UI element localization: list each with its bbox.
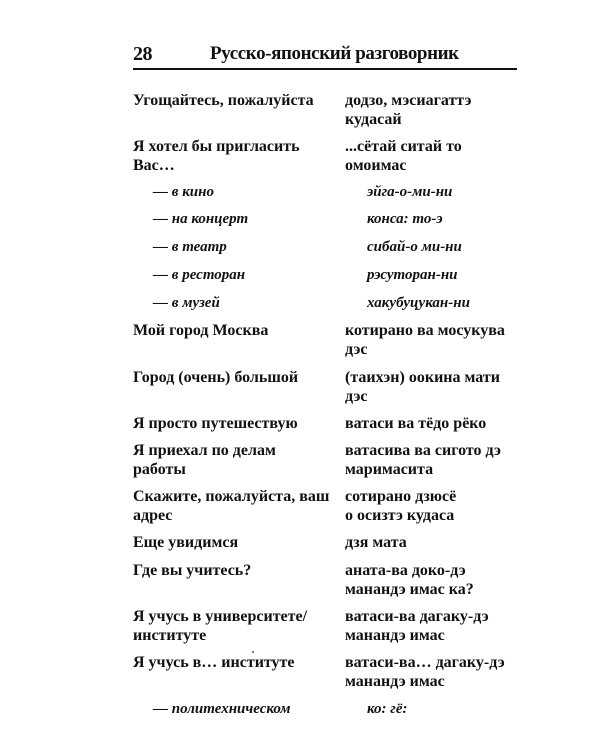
japanese-transliteration: котирано ва мосукува дэс bbox=[345, 322, 505, 358]
page-header bbox=[133, 43, 517, 69]
russian-phrase: Еще увидимся bbox=[133, 534, 239, 551]
russian-phrase: Угощайтесь, пожалуйста bbox=[133, 92, 314, 109]
scan-speck bbox=[252, 651, 254, 653]
japanese-transliteration: дзя мата bbox=[345, 534, 407, 551]
japanese-transliteration: ватаси-ва… дагаку-дэ манандэ имас bbox=[345, 654, 505, 690]
running-title: Русско-японский разговорник bbox=[210, 43, 459, 64]
russian-phrase: — в ресторан bbox=[153, 267, 246, 283]
japanese-transliteration: хакубуцукан-ни bbox=[367, 295, 470, 311]
russian-phrase: Мой город Москва bbox=[133, 322, 269, 339]
japanese-transliteration: додзо, мэсиагаттэ кудасай bbox=[345, 92, 472, 128]
japanese-transliteration: сотирано дзюсё о осизтэ кудаса bbox=[345, 488, 457, 524]
russian-phrase: — в музей bbox=[153, 295, 220, 311]
japanese-transliteration: (таихэн) оокина мати дэс bbox=[345, 369, 500, 405]
russian-phrase: — в театр bbox=[153, 239, 227, 255]
japanese-transliteration: аната-ва доко-дэ манандэ имас ка? bbox=[345, 562, 474, 598]
russian-phrase: Я учусь в… институте bbox=[133, 654, 295, 671]
russian-phrase: Я хотел бы пригласить Вас… bbox=[133, 138, 300, 174]
page-number: 28 bbox=[133, 43, 152, 65]
header-divider bbox=[133, 68, 517, 70]
japanese-transliteration: рэсуторан-ни bbox=[367, 267, 458, 283]
russian-phrase: Где вы учитесь? bbox=[133, 562, 252, 579]
russian-phrase: — на концерт bbox=[153, 211, 249, 227]
russian-phrase: Я приехал по делам работы bbox=[133, 442, 276, 478]
japanese-transliteration: сибай-о ми-ни bbox=[367, 239, 462, 255]
russian-phrase: Я просто путешествую bbox=[133, 415, 298, 432]
russian-phrase: Я учусь в университете/ институте bbox=[133, 608, 308, 644]
japanese-transliteration: ...сётай ситай то омоимас bbox=[345, 138, 462, 174]
japanese-transliteration: конса: то-э bbox=[367, 211, 443, 227]
japanese-transliteration: эйга-о-ми-ни bbox=[367, 184, 453, 200]
japanese-transliteration: ватаси-ва дагаку-дэ манандэ имас bbox=[345, 608, 489, 644]
russian-phrase: — в кино bbox=[153, 184, 214, 200]
russian-phrase: Скажите, пожалуйста, ваш адрес bbox=[133, 488, 330, 524]
japanese-transliteration: ко: гё: bbox=[367, 701, 408, 717]
japanese-transliteration: ватасива ва сигото дэ маримасита bbox=[345, 442, 501, 478]
japanese-transliteration: ватаси ва тёдо рёко bbox=[345, 415, 487, 432]
russian-phrase: — политехническом bbox=[153, 701, 291, 717]
russian-phrase: Город (очень) большой bbox=[133, 369, 299, 386]
